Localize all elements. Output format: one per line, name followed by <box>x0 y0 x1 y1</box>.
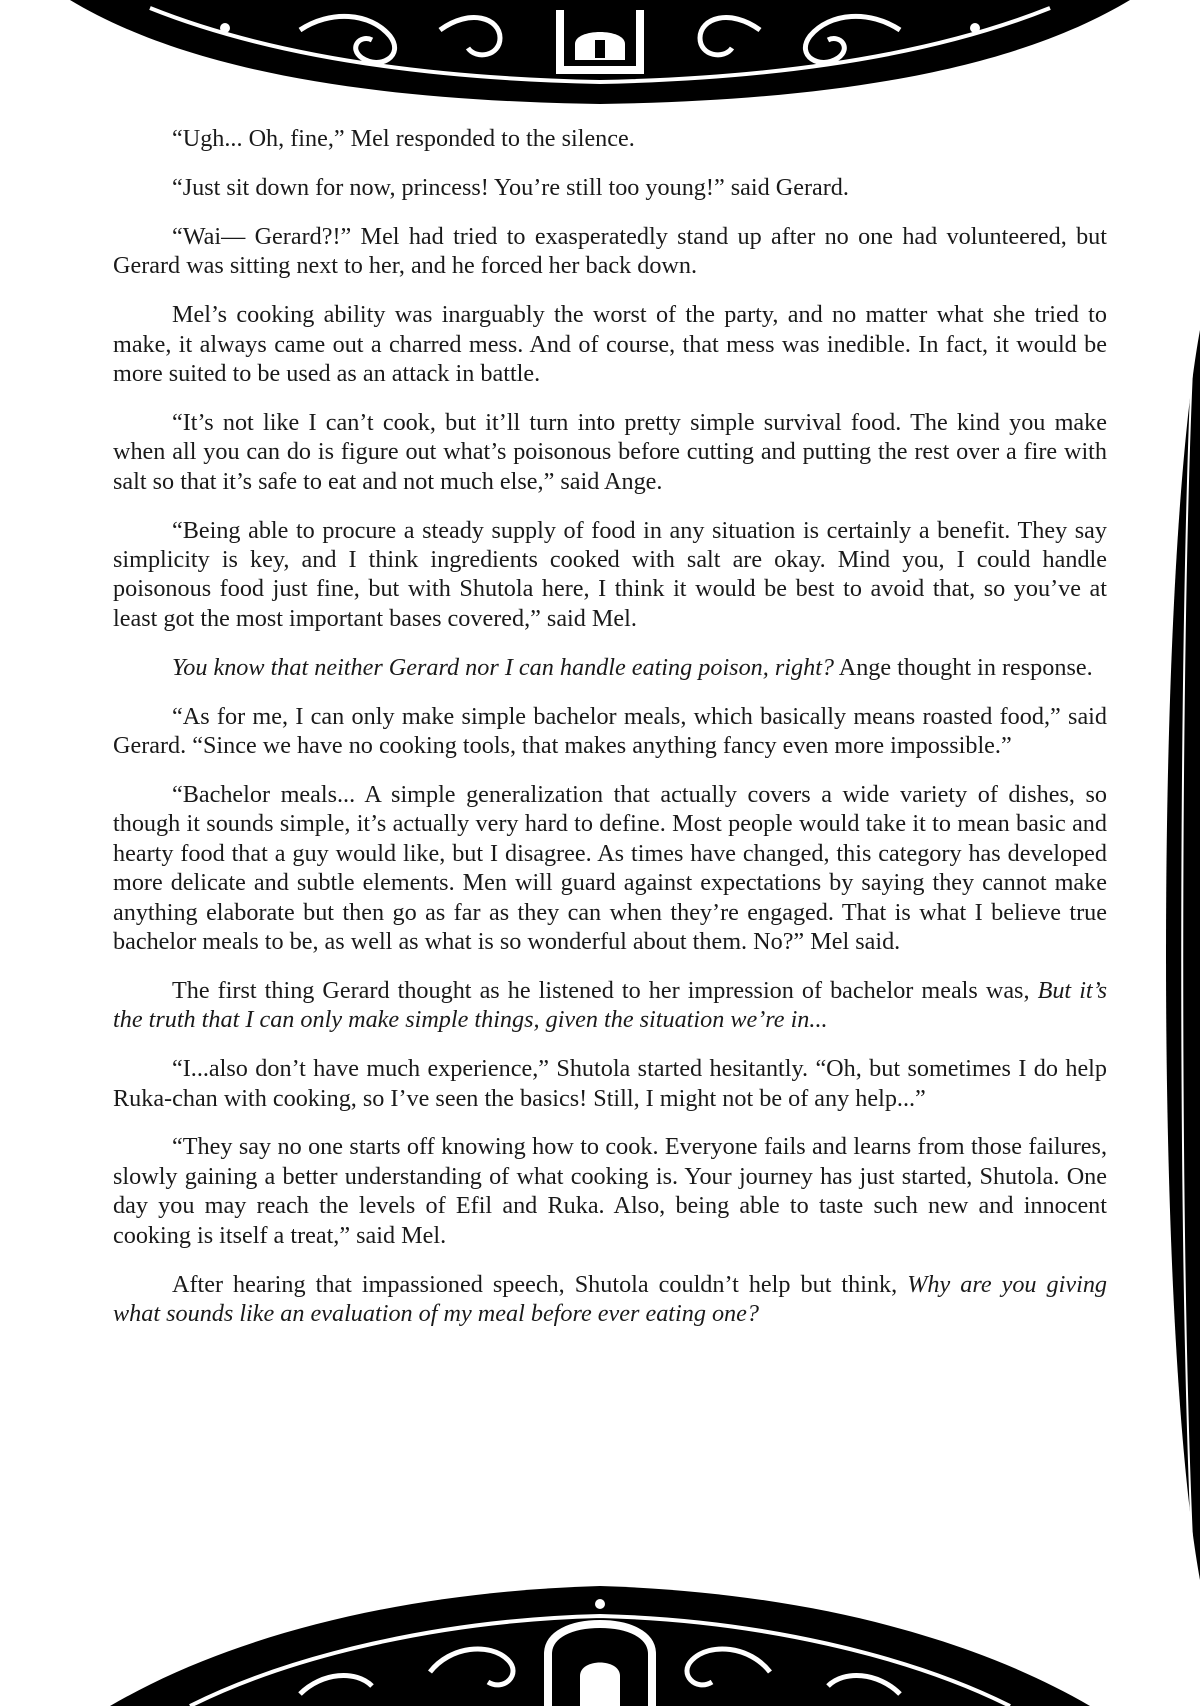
italic-thought: But it’s the truth that I can only make simple things, given the situation we’re in... <box>113 976 1107 1034</box>
paragraph-text: “I...also don’t have much experience,” Shutola started hesitantly. “Oh, but sometimes I do help Ruka-chan with cooking, so I’ve seen the basics! Still, I might not be of any help...” <box>113 1055 1107 1112</box>
paragraph-text: “Just sit down for now, princess! You’re still too young!” said Gerard. <box>172 173 849 201</box>
paragraph-text: The first thing Gerard thought as he listened to her impression of bachelor meals was, <box>172 976 1038 1004</box>
paragraph-text: Ange thought in response. <box>834 653 1093 681</box>
paragraph <box>113 173 1107 202</box>
paragraph-text: “As for me, I can only make simple bachelor meals, which basically means roasted food,” said Gerard. “Since we have no cooking tools, that makes anything fancy even more impossible.” <box>113 702 1107 759</box>
paragraph-text: After hearing that impassioned speech, Shutola couldn’t help but think, <box>172 1270 908 1298</box>
bottom-ornament <box>0 1576 1200 1706</box>
top-ornament <box>0 0 1200 110</box>
paragraph <box>113 516 1107 634</box>
side-ornament <box>1160 330 1200 1580</box>
paragraph-text: “Bachelor meals... A simple generalization that actually covers a wide variety of dishes, so though it sounds simple, it’s actually very hard to define. Most people would take it to mean basic and hearty food that a guy would like, but I disagree. As times have changed, this category has developed more delicate and subtle elements. Men will guard against expectations by saying they cannot make anything elaborate but then go as far as they can when they’re engaged. That is what I believe true bachelor meals to be, as well as what is so wonderful about them. No?” Mel said. <box>113 780 1107 955</box>
paragraph-text: “Ugh... Oh, fine,” Mel responded to the silence. <box>172 125 635 152</box>
paragraph-text: “Being able to procure a steady supply of food in any situation is certainly a benefit. They say simplicity is key, and I think ingredients cooked with salt are okay. Mind you, I could handle poisonous food just fine, but with Shutola here, I think it would be best to avoid that, so you’ve at least got the most important bases covered,” said Mel. <box>113 516 1107 632</box>
paragraph <box>113 1270 1107 1329</box>
paragraph <box>113 222 1107 281</box>
paragraph <box>113 976 1107 1035</box>
paragraph-text: “It’s not like I can’t cook, but it’ll turn into pretty simple survival food. The kind you make when all you can do is figure out what’s poisonous before cutting and putting the rest over a fire with salt so that it’s safe to eat and not much else,” said Ange. <box>113 408 1107 495</box>
italic-thought: You know that neither Gerard nor I can handle eating poison, right? <box>172 653 835 681</box>
paragraph <box>113 1132 1107 1250</box>
paragraph <box>113 300 1107 388</box>
paragraph <box>113 408 1107 496</box>
body-text <box>113 124 1107 1348</box>
paragraph <box>113 124 1107 153</box>
paragraph <box>113 1054 1107 1113</box>
paragraph <box>113 653 1107 682</box>
paragraph-text: Mel’s cooking ability was inarguably the worst of the party, and no matter what she tried to make, it always came out a charred mess. And of course, that mess was inedible. In fact, it would be more suited to be used as an attack in battle. <box>113 301 1107 387</box>
italic-thought: Why are you giving what sounds like an evaluation of my meal before ever eating one? <box>113 1270 1108 1327</box>
paragraph-text: “Wai— Gerard?!” Mel had tried to exasperatedly stand up after no one had volunteered, but Gerard was sitting next to her, and he forced her back down. <box>113 222 1107 280</box>
paragraph <box>113 780 1107 956</box>
paragraph-text: “They say no one starts off knowing how to cook. Everyone fails and learns from those failures, slowly gaining a better understanding of what cooking is. Your journey has just started, Shutola. One day you may reach the levels of Efil and Ruka. Also, being able to taste such new and innocent cooking is itself a treat,” said Mel. <box>113 1133 1107 1249</box>
paragraph <box>113 702 1107 761</box>
